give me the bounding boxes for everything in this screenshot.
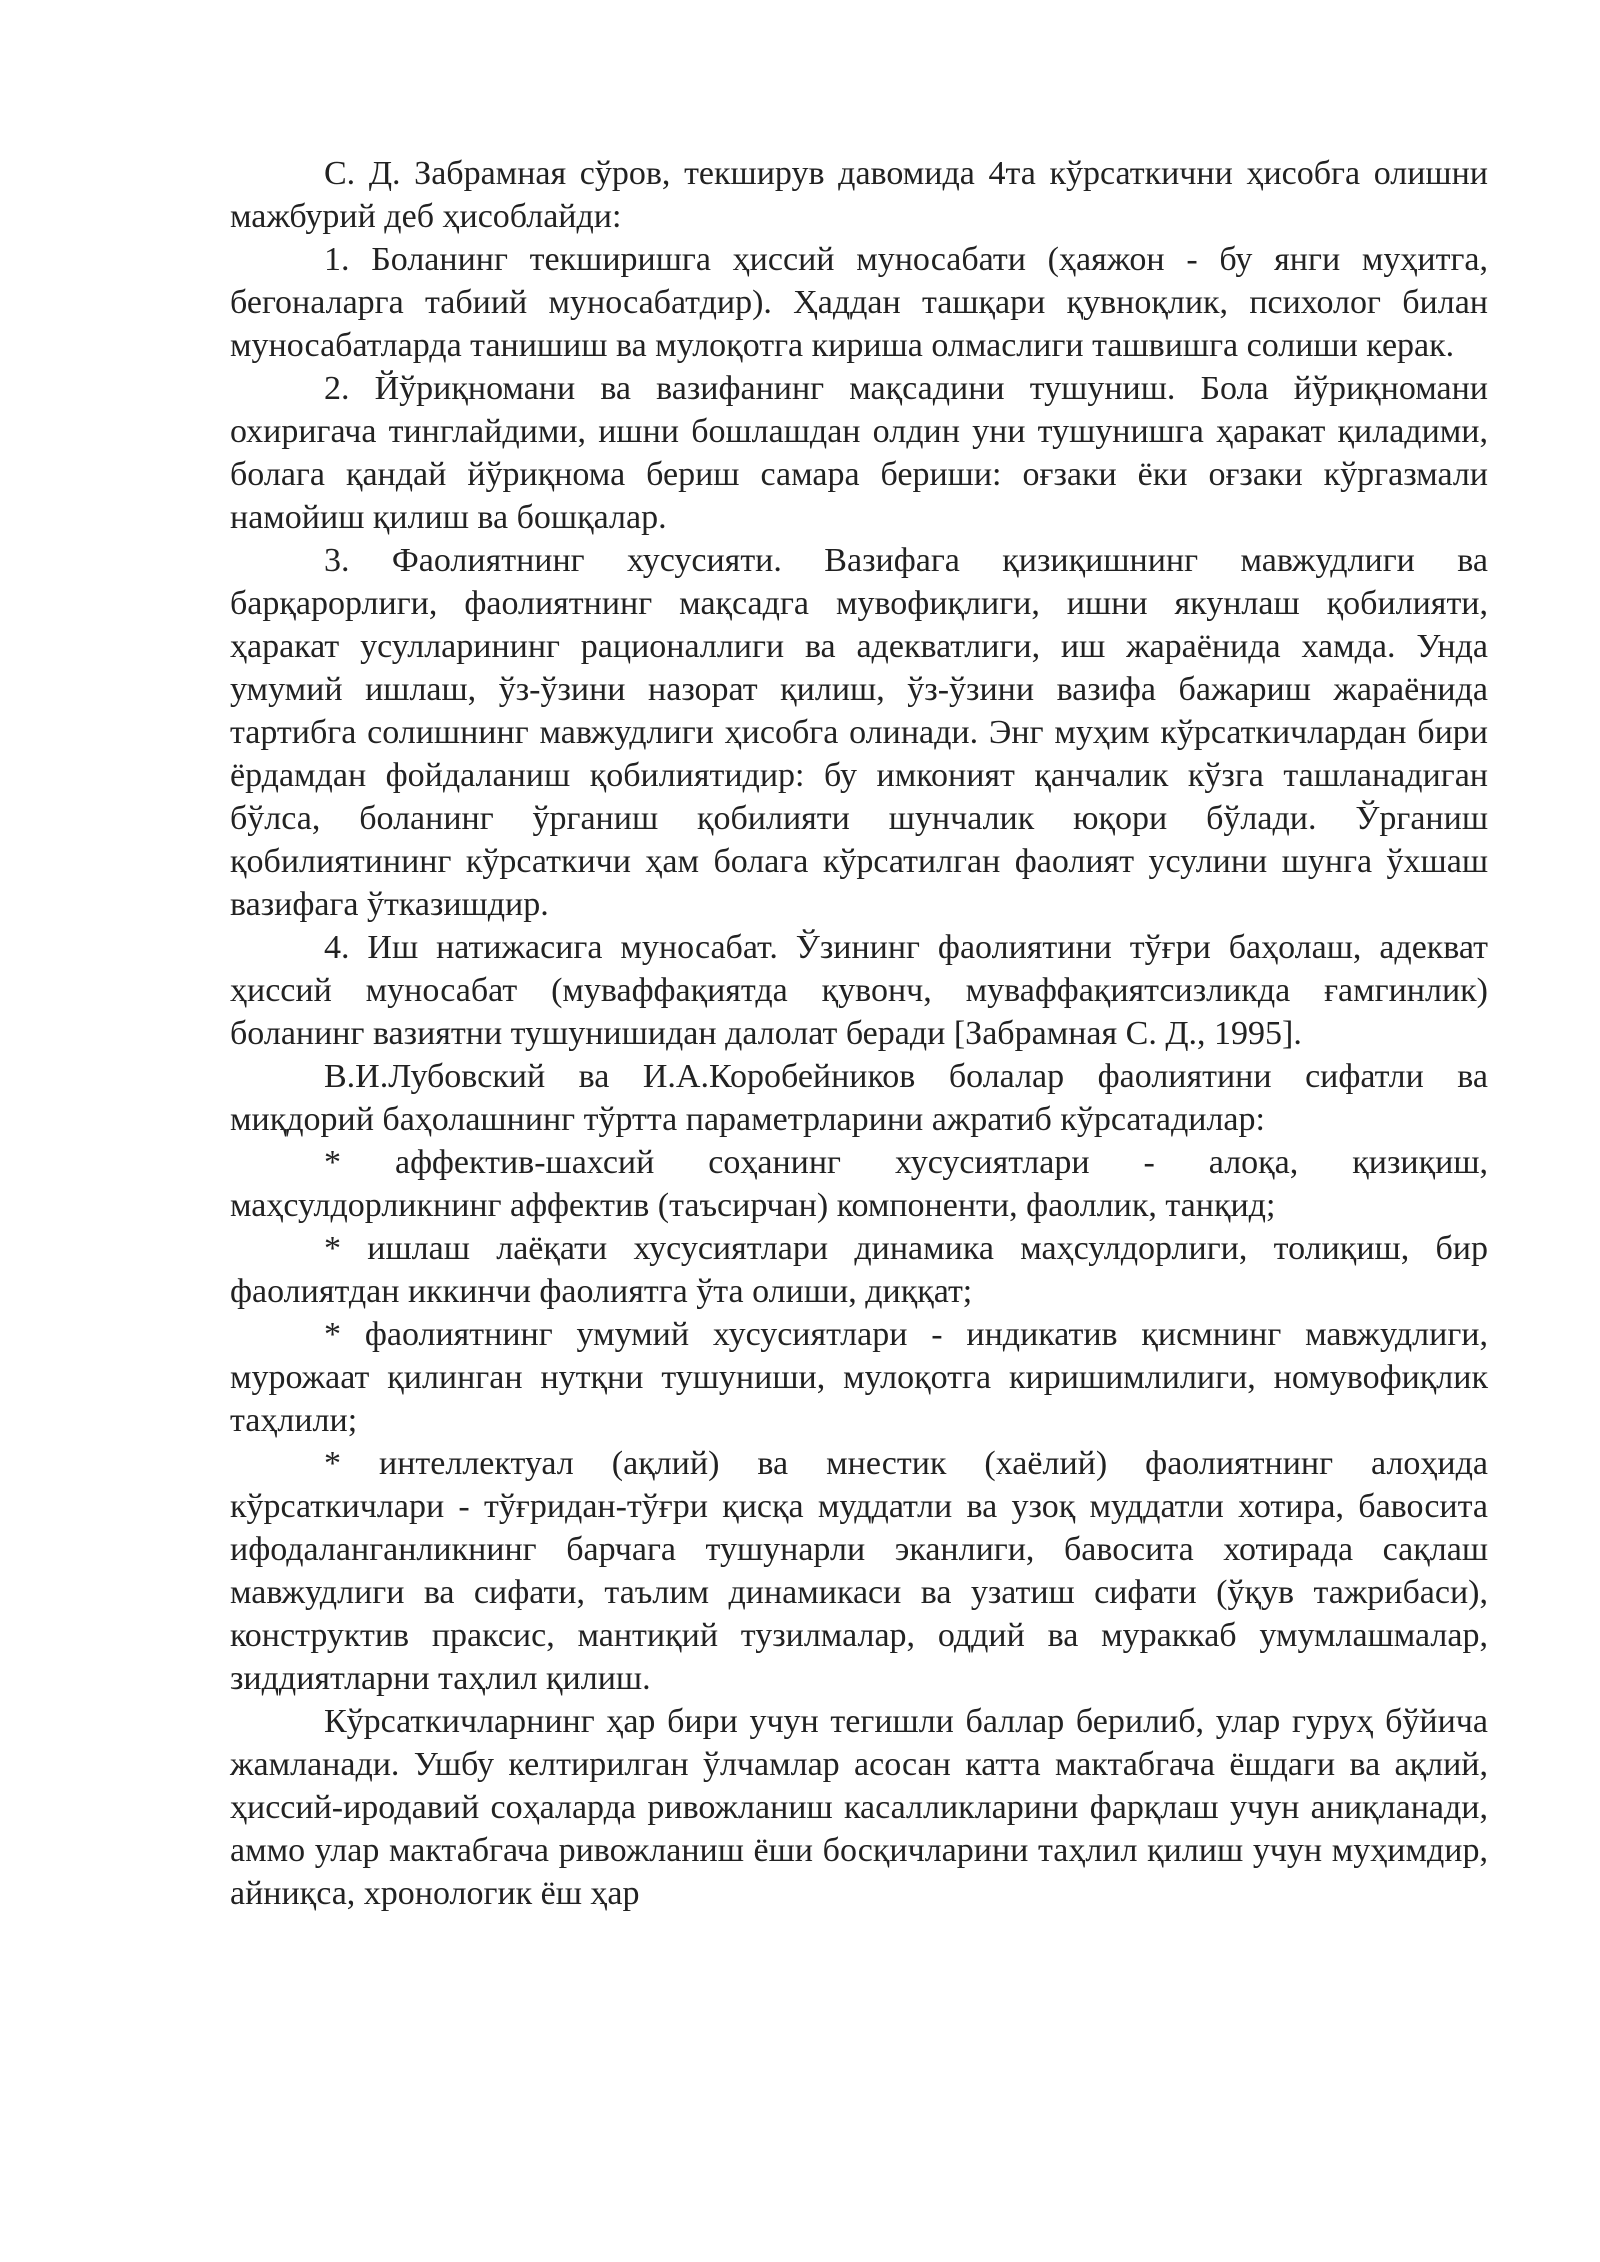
paragraph-bullet-working-capacity: * ишлаш лаёқати хусусиятлари динамика маҳсулдорлиги, толиқиш, бир фаолиятдан иккинчи фаолиятга ўта олиши, диққат;	[230, 1230, 1488, 1310]
paragraph-bullet-intellectual: * интеллектуал (ақлий) ва мнестик (хаёлий) фаолиятнинг алоҳида кўрсаткичлари - тўғридан-тўғри қисқа муддатли ва узоқ муддатли хотира, бавосита ифодаланганликнинг барчага тушунарли эканлиги, бавосита хотирада сақлаш мавжудлиги ва сифати, таълим динамикаси ва узатиш сифати (ўқув тажрибаси), конструктив праксис, мантиқий тузилмалар, оддий ва мураккаб умумлашмалар, зиддиятларни таҳлил қилиш.	[230, 1445, 1488, 1697]
paragraph-item-2: 2. Йўриқномани ва вазифанинг мақсадини тушуниш. Бола йўриқномани охиригача тинглайдими, ишни бошлашдан олдин уни тушунишга ҳаракат қиладими, болага қандай йўриқнома бериш самара бериши: оғзаки ёки оғзаки кўргазмали намойиш қилиш ва бошқалар.	[230, 370, 1488, 536]
paragraph-bullet-affective: * аффектив-шахсий соҳанинг хусусиятлари - алоқа, қизиқиш, маҳсулдорликнинг аффектив (таъсирчан) компоненти, фаоллик, танқид;	[230, 1144, 1488, 1224]
paragraph-intro: С. Д. Забрамная сўров, текширув давомида 4та кўрсаткични ҳисобга олишни мажбурий деб ҳисоблайди:	[230, 155, 1488, 235]
paragraph-lubovsky: В.И.Лубовский ва И.А.Коробейников болалар фаолиятини сифатли ва миқдорий баҳолашнинг тўртта параметрларини ажратиб кўрсатадилар:	[230, 1058, 1488, 1138]
paragraph-item-1: 1. Боланинг текширишга ҳиссий муносабати (ҳаяжон - бу янги муҳитга, бегоналарга табиий муносабатдир). Ҳаддан ташқари қувноқлик, психолог билан муносабатларда танишиш ва мулоқотга кириша олмаслиги ташвишга солиши керак.	[230, 241, 1488, 364]
paragraph-item-3: 3. Фаолиятнинг хусусияти. Вазифага қизиқишнинг мавжудлиги ва барқарорлиги, фаолиятнинг мақсадга мувофиқлиги, ишни якунлаш қобилияти, ҳаракат усулларининг рационаллиги ва адекватлиги, иш жараёнида хамда. Унда умумий ишлаш, ўз-ўзини назорат қилиш, ўз-ўзини вазифа бажариш жараёнида тартибга солишнинг мавжудлиги ҳисобга олинади. Энг муҳим кўрсаткичлардан бири ёрдамдан фойдаланиш қобилиятидир: бу имконият қанчалик кўзга ташланадиган бўлса, боланинг ўрганиш қобилияти шунчалик юқори бўлади. Ўрганиш қобилиятининг кўрсаткичи ҳам болага кўрсатилган фаолият усулини шунга ўхшаш вазифага ўтказишдир.	[230, 542, 1488, 923]
paragraph-item-4: 4. Иш натижасига муносабат. Ўзининг фаолиятини тўғри баҳолаш, адекват ҳиссий муносабат (муваффақиятда қувонч, муваффақиятсизликда ғамгинлик) боланинг вазиятни тушунишидан далолат беради [Забрамная С. Д., 1995].	[230, 929, 1488, 1052]
paragraph-bullet-activity: * фаолиятнинг умумий хусусиятлари - индикатив қисмнинг мавжудлиги, мурожаат қилинган нутқни тушуниши, мулоқотга киришимлилиги, номувофиқлик таҳлили;	[230, 1316, 1488, 1439]
paragraph-scoring: Кўрсаткичларнинг ҳар бири учун тегишли баллар берилиб, улар гуруҳ бўйича жамланади. Ушбу келтирилган ўлчамлар асосан катта мактабгача ёшдаги ва ақлий, ҳиссий-иродавий соҳаларда ривожланиш касалликларини фарқлаш учун аниқланади, аммо улар мактабгача ривожланиш ёши босқичларини таҳлил қилиш учун муҳимдир, айниқса, хронологик ёш ҳар	[230, 1703, 1488, 1912]
